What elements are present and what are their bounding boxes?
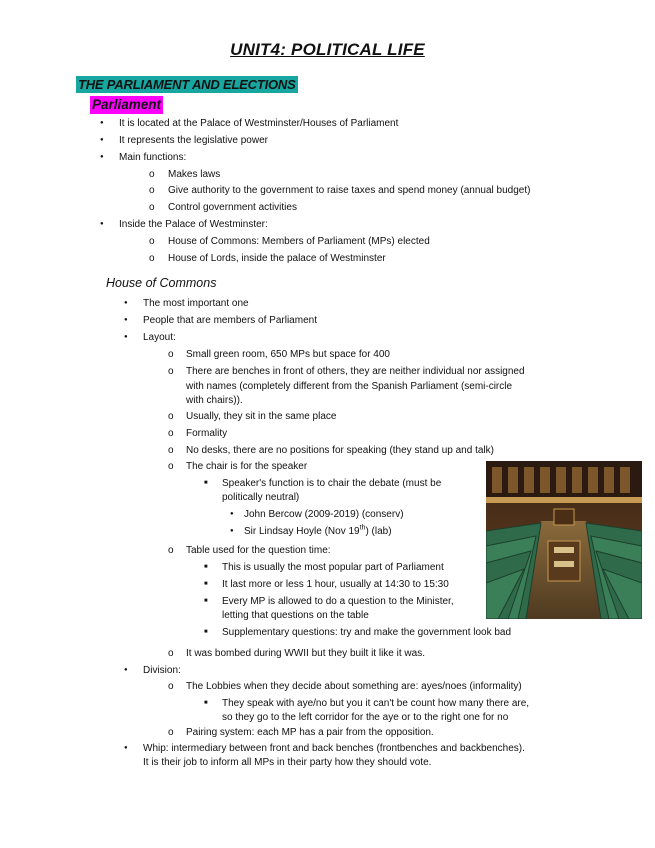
- list-item: Table used for the question time:: [186, 545, 331, 556]
- circle-bullet-icon: [168, 459, 174, 474]
- list-item: People that are members of Parliament: [143, 315, 317, 326]
- list-item: There are benches in front of others, they are neither individual nor assigned: [186, 366, 525, 377]
- circle-bullet-icon: [168, 443, 174, 458]
- list-item: Makes laws: [168, 169, 221, 180]
- list-item: Small green room, 650 MPs but space for 400: [186, 349, 390, 360]
- circle-bullet-icon: [149, 200, 155, 215]
- list-item-continued: so they go to the left corridor for the aye or to the right one for no: [222, 712, 509, 723]
- list-item-continued: with names (completely different from the Spanish Parliament (semi-circle: [186, 381, 513, 392]
- list-item: The most important one: [143, 298, 249, 309]
- bullet-icon: [100, 217, 104, 234]
- bullet-icon: [230, 507, 234, 524]
- square-bullet-icon: [204, 625, 208, 642]
- circle-bullet-icon: [168, 725, 174, 740]
- circle-bullet-icon: [149, 183, 155, 198]
- circle-bullet-icon: [149, 234, 155, 249]
- list-item: Control government activities: [168, 202, 297, 213]
- square-bullet-icon: [204, 594, 208, 611]
- list-item: Every MP is allowed to do a question to the Minister,: [222, 596, 454, 607]
- bullet-icon: [124, 663, 128, 680]
- list-item: Formality: [186, 428, 228, 439]
- list-item: It is located at the Palace of Westminster/Houses of Parliament: [119, 118, 399, 129]
- circle-bullet-icon: [168, 364, 174, 379]
- page-title: UNIT4: POLITICAL LIFE: [230, 40, 425, 59]
- circle-bullet-icon: [168, 409, 174, 424]
- house-of-commons-photo: [486, 461, 642, 619]
- ordinal-suffix: th: [359, 524, 366, 532]
- list-item: Layout:: [143, 332, 176, 343]
- list-item: Give authority to the government to raise taxes and spend money (annual budget): [168, 185, 531, 196]
- bullet-icon: [124, 313, 128, 330]
- circle-bullet-icon: [149, 251, 155, 266]
- bullet-icon: [100, 116, 104, 133]
- list-item-continued: with chairs)).: [186, 395, 243, 406]
- list-item-continued: letting that questions on the table: [222, 610, 369, 621]
- square-bullet-icon: [204, 577, 208, 594]
- subheading-commons: House of Commons: [106, 276, 217, 290]
- list-item: It was bombed during WWII but they built it like it was.: [186, 648, 425, 659]
- bullet-icon: [230, 524, 234, 541]
- speaker-text-end: ) (lab): [365, 526, 392, 537]
- list-item: This is usually the most popular part of Parliament: [222, 562, 444, 573]
- list-item-continued: politically neutral): [222, 492, 300, 503]
- circle-bullet-icon: [168, 679, 174, 694]
- bullet-icon: [124, 296, 128, 313]
- list-item: Inside the Palace of Westminster:: [119, 219, 268, 230]
- circle-bullet-icon: [168, 646, 174, 661]
- list-item-continued: It is their job to inform all MPs in their party how they should vote.: [143, 757, 432, 768]
- subheading-parliament: Parliament: [92, 97, 162, 112]
- bullet-icon: [124, 741, 128, 758]
- square-bullet-icon: [204, 696, 208, 713]
- list-item: Division:: [143, 665, 181, 676]
- list-item: Supplementary questions: try and make the government look bad: [222, 627, 512, 638]
- list-item: House of Commons: Members of Parliament (MPs) elected: [168, 236, 430, 247]
- list-item: It last more or less 1 hour, usually at 14:30 to 15:30: [222, 579, 449, 590]
- circle-bullet-icon: [149, 167, 155, 182]
- circle-bullet-icon: [168, 543, 174, 558]
- list-item: [244, 524, 392, 539]
- list-item: It represents the legislative power: [119, 135, 268, 146]
- list-item: The chair is for the speaker: [186, 461, 308, 472]
- square-bullet-icon: [204, 476, 208, 493]
- square-bullet-icon: [204, 560, 208, 577]
- section-heading: THE PARLIAMENT AND ELECTIONS: [78, 77, 296, 92]
- list-item: John Bercow (2009-2019) (conserv): [244, 509, 404, 520]
- circle-bullet-icon: [168, 426, 174, 441]
- circle-bullet-icon: [168, 347, 174, 362]
- bullet-icon: [124, 330, 128, 347]
- list-item: Speaker's function is to chair the debate (must be: [222, 478, 442, 489]
- list-item: House of Lords, inside the palace of Westminster: [168, 253, 386, 264]
- bullet-icon: [100, 150, 104, 167]
- list-item: Pairing system: each MP has a pair from the opposition.: [186, 727, 434, 738]
- list-item: Whip: intermediary between front and back benches (frontbenches and backbenches).: [143, 743, 525, 754]
- list-item: They speak with aye/no but you it can't be count how many there are,: [222, 698, 530, 709]
- list-item: The Lobbies when they decide about something are: ayes/noes (informality): [186, 681, 522, 692]
- bullet-icon: [100, 133, 104, 150]
- speaker-text: Sir Lindsay Hoyle (Nov 19: [244, 526, 360, 537]
- list-item: Usually, they sit in the same place: [186, 411, 337, 422]
- list-item: Main functions:: [119, 152, 187, 163]
- list-item: No desks, there are no positions for speaking (they stand up and talk): [186, 445, 494, 456]
